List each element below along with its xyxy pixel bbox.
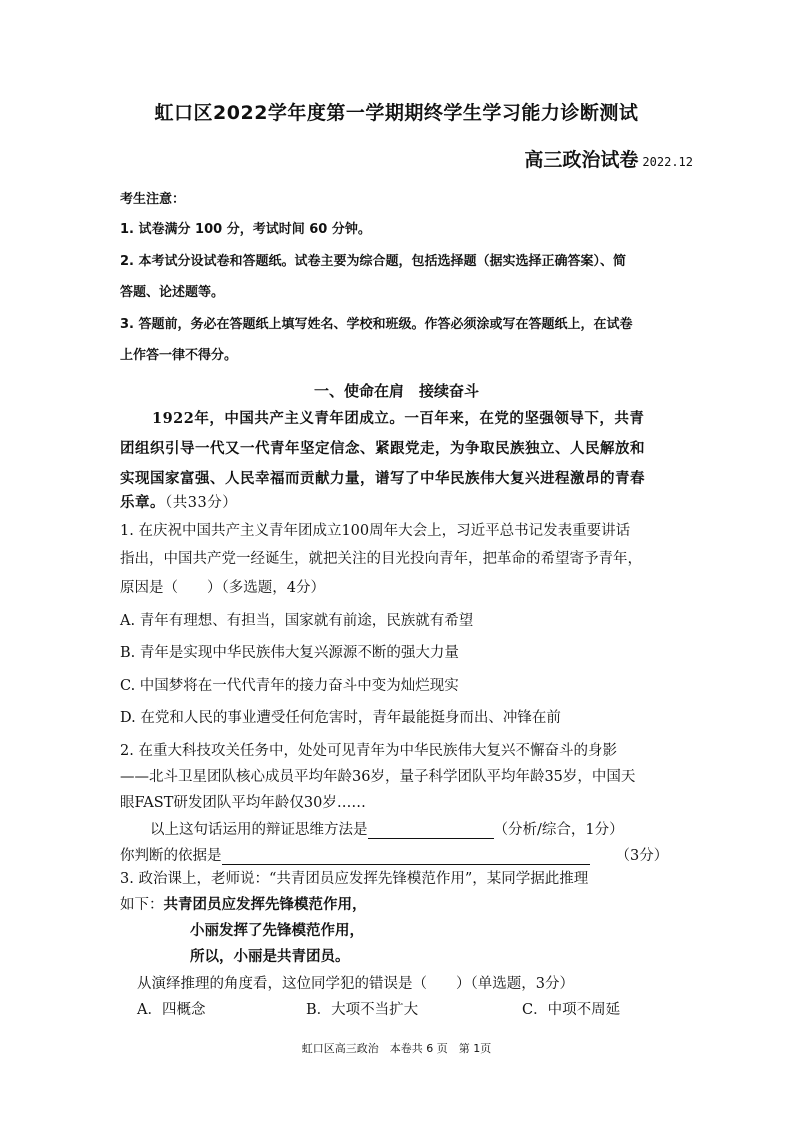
q1-option-a: A. 青年有理想、有担当，国家就有前途，民族就有希望 <box>120 613 474 629</box>
subject-label: 高三政治试卷 <box>524 149 639 171</box>
q3-premise-2: 小丽发挥了先锋模范作用， <box>190 922 364 939</box>
q3-line-2 <box>120 893 367 914</box>
q3-line-1: 3. 政治课上，老师说：“共青团员应发挥先锋模范作用”，某同学据此推理 <box>120 871 589 887</box>
q2-prompt-2 <box>120 844 668 865</box>
q1-option-c: C. 中国梦将在一代代青年的接力奋斗中变为灿烂现实 <box>120 678 459 694</box>
q3-option-c: C．中项不周延 <box>522 1002 621 1018</box>
q1-option-d: D. 在党和人民的事业遭受任何危害时，青年最能挺身而出、冲锋在前 <box>120 710 561 726</box>
q2-prompt-1-suffix: （分析/综合，1分） <box>493 822 624 838</box>
q1-option-b: B. 青年是实现中华民族伟大复兴源源不断的强大力量 <box>120 645 459 661</box>
notice-item-2-line-1: 2. 本考试分设试卷和答题纸。试卷主要为综合题，包括选择题（据实选择正确答案）、简 <box>120 254 627 269</box>
q1-line-3: 原因是（ ）（多选题，4分） <box>120 580 325 596</box>
page-footer: 虹口区高三政治 本卷共 6 页 第 1页 <box>301 1042 492 1055</box>
q2-answer-blank-2[interactable] <box>222 849 590 865</box>
notice-item-3-line-2: 上作答一律不得分。 <box>120 348 238 363</box>
q2-line-3: 眼FAST研发团队平均年龄仅30岁…… <box>120 795 366 811</box>
q3-premise-1: 共青团员应发挥先锋模范作用， <box>163 896 367 913</box>
q2-answer-blank-1[interactable] <box>368 823 494 839</box>
notice-item-3-line-1: 3. 答题前，务必在答题纸上填写姓名、学校和班级。作答必须涂或写在答题纸上，在试卷 <box>120 317 633 332</box>
q2-prompt-2-suffix: （3分） <box>615 848 669 864</box>
q3-conclusion: 所以，小丽是共青团员。 <box>190 948 350 965</box>
intro-line-3: 实现国家富强、人民幸福而贡献力量，谱写了中华民族伟大复兴进程激昂的青春 <box>120 470 645 487</box>
q3-question: 从演绎推理的角度看，这位同学犯的错误是（ ）（单选题，3分） <box>137 976 574 992</box>
q2-prompt-2-text: 你判断的依据是 <box>120 848 222 864</box>
intro-line-4 <box>120 491 237 512</box>
q2-line-2: ——北斗卫星团队核心成员平均年龄36岁，量子科学团队平均年龄35岁，中国天 <box>120 769 636 785</box>
section-title: 一、使命在肩 接续奋斗 <box>313 382 479 400</box>
q2-prompt-1 <box>150 818 624 839</box>
exam-subtitle <box>524 145 693 172</box>
q1-line-2: 指出，中国共产党一经诞生，就把关注的目光投向青年，把革命的希望寄予青年， <box>120 551 642 567</box>
q3-option-b: B．大项不当扩大 <box>306 1002 419 1018</box>
notice-item-2-line-2: 答题、论述题等。 <box>120 285 225 300</box>
intro-end: 乐章。 <box>120 494 165 511</box>
q3-line-2-prefix: 如下： <box>120 897 164 913</box>
intro-score: （共33分） <box>165 495 238 511</box>
intro-line-2: 团组织引导一代又一代青年坚定信念、紧跟党走，为争取民族独立、人民解放和 <box>120 440 645 457</box>
exam-date: 2022.12 <box>642 155 693 169</box>
q3-option-a: A．四概念 <box>137 1002 206 1018</box>
notice-item-1: 1. 试卷满分 100 分，考试时间 60 分钟。 <box>120 222 371 237</box>
q2-line-1: 2. 在重大科技攻关任务中，处处可见青年为中华民族伟大复兴不懈奋斗的身影 <box>120 743 617 759</box>
q1-line-1: 1. 在庆祝中国共产主义青年团成立100周年大会上，习近平总书记发表重要讲话 <box>120 523 631 539</box>
notice-heading: 考生注意： <box>120 192 186 207</box>
exam-title: 虹口区2022学年度第一学期期终学生学习能力诊断测试 <box>154 102 639 124</box>
intro-line-1: 1922年，中国共产主义青年团成立。一百年来，在党的坚强领导下，共青 <box>152 410 645 427</box>
q2-prompt-1-text: 以上这句话运用的辩证思维方法是 <box>150 822 368 838</box>
